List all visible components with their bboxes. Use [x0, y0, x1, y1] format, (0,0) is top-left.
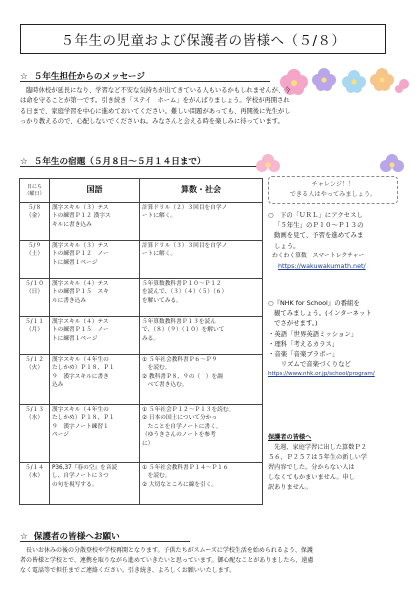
table-row: ５/１２ （火） 漢字スキル（４年生の たしかめ）Ｐ１８、Ｐ１ ９ 漢字スキルに書き 込み ① ５年社会教科書Ｐ６～Ｐ９ を読む。 ② 教科書Ｐ８、９の（ ）を調 べて書き込む。	[20, 355, 263, 405]
table-row: ５/１１ （月） 漢字スキル（４）テス トの練習Ｐ１５ ノー トに練習１ページ ５年算数教科書Ｐ１３を読ん で、（８）（９）（１０）を解いて みる。	[20, 317, 263, 355]
nhk-block: ○『NHK for School』の番組を 観てみましょう。(インターネット でさがせます。) ・英語「世界英語ミッション」 ・理科「考えるカラス」 ・音楽「音楽ブラボー」 リズムで音楽づくりなど https://www.nhk.or.jp/school/program/	[268, 298, 404, 380]
sansu-column-header: 算数・社会	[140, 179, 263, 203]
date-column-header: 日にち （曜日）	[20, 179, 50, 203]
flower-decoration-middle	[256, 146, 406, 178]
table-row: ５/１０ （日） 漢字スキル（４）テス トの練習Ｐ１５ スキ ルに書き込み ５年算数教科書Ｐ１０～Ｐ１２ を読んで、（３）（４）（５）（６） を解いてみる。	[20, 279, 263, 317]
teacher-message-body: 臨時休校が延長になり、学習など不安な気持ちが出てきている人もいるかもしれませんが、今 は命を守ることが第一です。引き続き「ステイ ホーム」をがんばりましょう。学校が再開され る日まで、家庭学習を中心に進めておいてください。難しい問題があっても、再開後に先生がし っかり教えるので、心配しないでくださいね。みなさんと会える時を楽しみに待っています。	[20, 87, 291, 126]
divider	[20, 166, 260, 167]
table-row: ５/１４ （木） P36,37『春の空』を音読 し、自学ノートに３つ の句を視写する。 ① ５年社会教科書Ｐ１４～Ｐ１６ を読む。 ② 大切なところに線を引く。	[20, 463, 263, 505]
page-title: ５年生の児童および保護者の皆様へ（５/８）	[20, 24, 386, 54]
table-row: ５/９ （土） 漢字スキル（３）テス トの練習Ｐ１２ ノー トに練習１ページ 計算ドリル（３）３回目を自学ノ ートに解く。	[20, 241, 263, 279]
star-icon: ☆	[20, 157, 28, 167]
challenge-box: チャレンジ！！ できる人はやってみましょう。	[268, 176, 398, 204]
url-block: ○ 下の「ＵＲＬ」にアクセスし 「５年生」のＰ１０～Ｐ１３の 動画を見て、予習を進めてみま しょう。 わくわく算数 スマートレクチャー https://wakuwakumath.net/	[268, 210, 404, 271]
homework-table	[19, 178, 263, 505]
parents-note: 保護者の皆様へ 先週、家庭学習に出した算数Ｐ２ ５６、Ｐ２５７は５年生の新しい学 習内容でした。分からない人は しなくてもかまいません。申し 訳ありません。	[268, 434, 367, 491]
request-body: 長いお休みの後の分散登校や学校再開となります。子供たちがスムーズに学校生活を始められるよう、保護 者の皆様と学校とで、連携を取りながら進めていきたいと思っています。御心配なことがありましたら、遠慮 なく電話等で担任までご連絡ください。引き続き、よろしくお願いいたします。	[20, 547, 314, 574]
table-header-row	[20, 179, 263, 203]
table-row: ５/１３ （水） 漢字スキル（４年生の たしかめ）Ｐ１８、Ｐ１ ９ 漢字ノート練習１ ページ ① ５年社会Ｐ１２～Ｐ１３を読む。 ② 日本の国土について分かっ たことを自学ノートに書く。 （ゆうきさんのノートを参考 に）	[20, 405, 263, 463]
star-icon: ☆	[20, 532, 28, 542]
divider	[20, 81, 270, 82]
kokugo-column-header: 国語	[50, 179, 140, 203]
request-heading: ☆ 保護者の皆様へお願い	[20, 532, 120, 542]
homework-heading: ☆ ５年生の宿題（５月８日～５月１４日まで）	[20, 157, 206, 167]
teacher-message-heading: ☆ ５年生担任からのメッセージ	[20, 72, 145, 82]
star-icon: ☆	[20, 72, 28, 82]
wakuwaku-link[interactable]: https://wakuwakumath.net/	[278, 262, 366, 271]
divider	[20, 541, 190, 542]
nhk-link[interactable]: https://www.nhk.or.jp/school/program/	[268, 371, 375, 378]
table-row: ５/８ （金） 漢字スキル（３）テス トの練習Ｐ１２ 漢字ス キルに書き込み 計算ドリル（２）３回目を自学ノ ートに解く。	[20, 203, 263, 241]
